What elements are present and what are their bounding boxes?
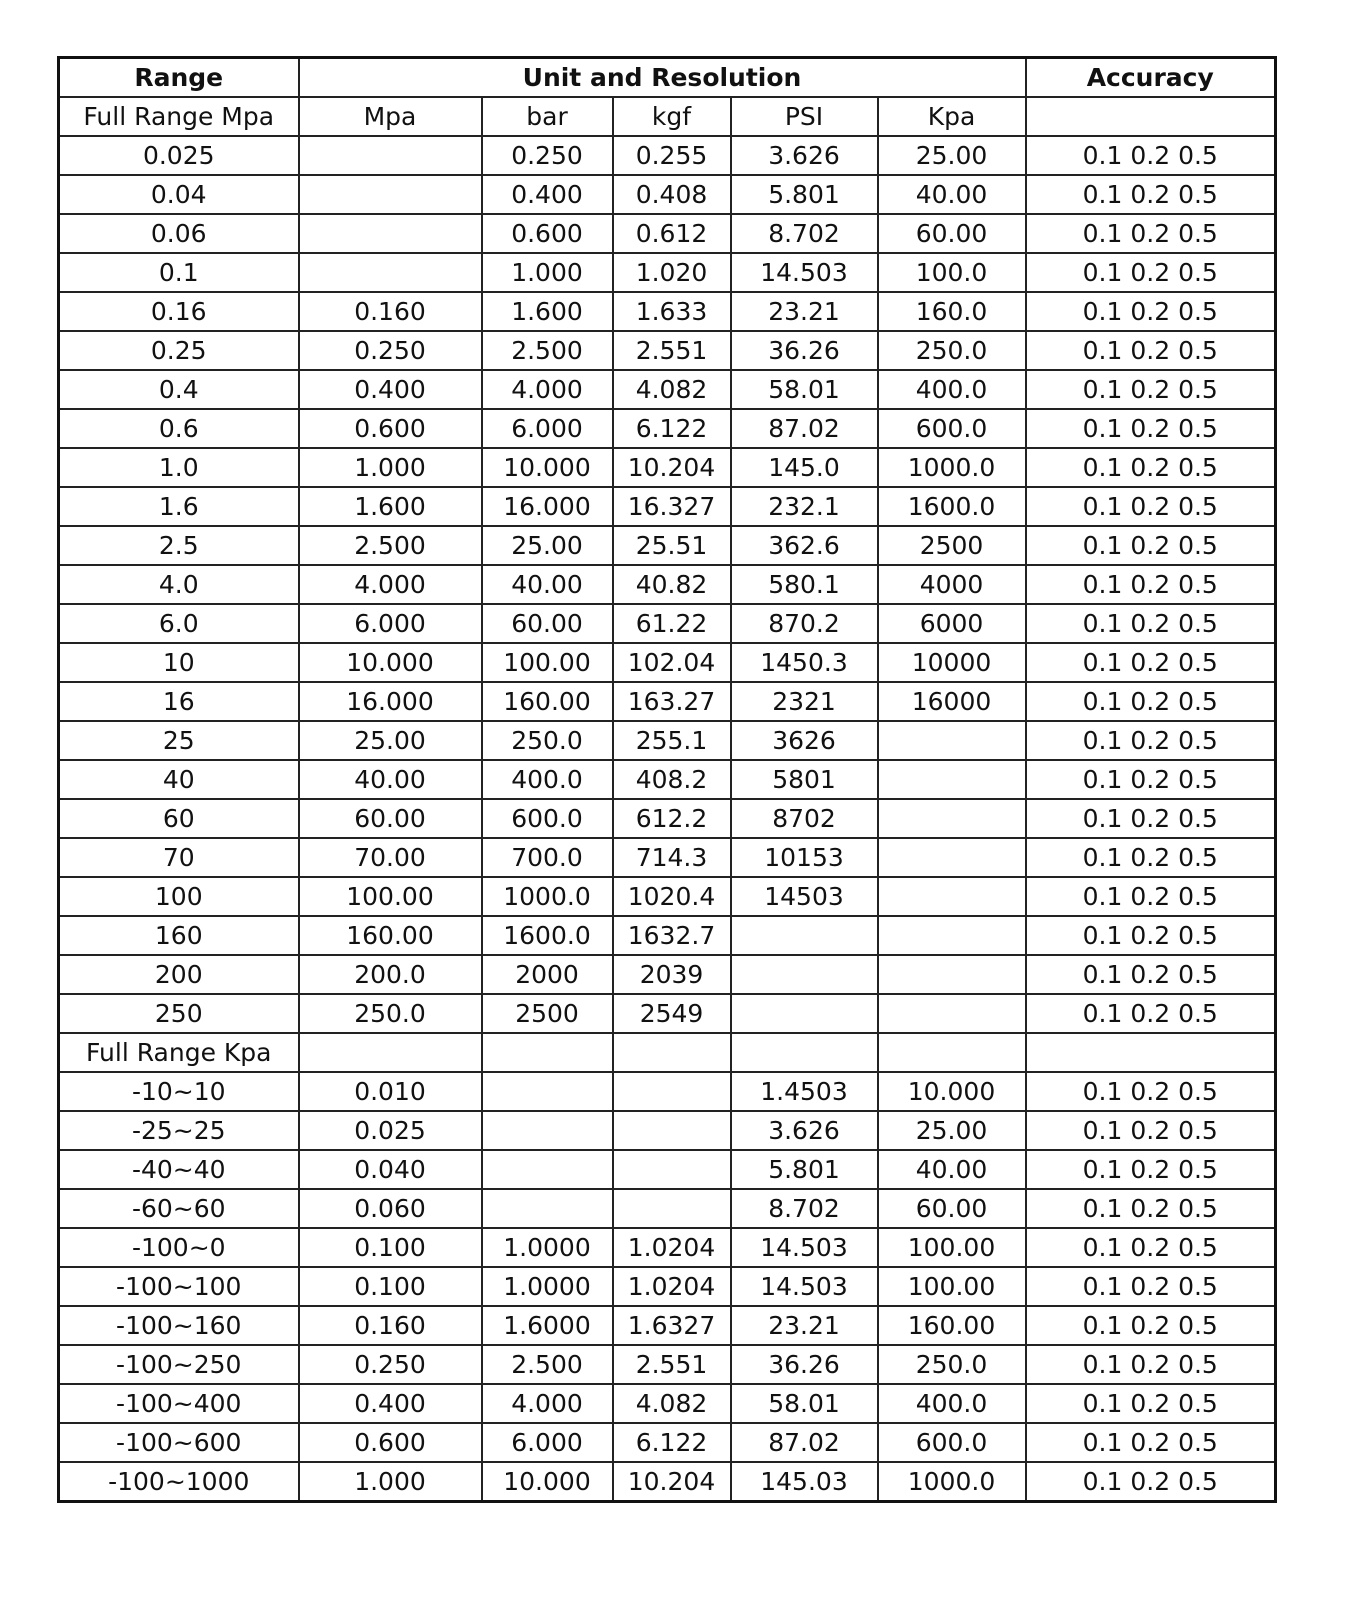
mpa-cell: 200.0 [299, 955, 482, 994]
kgf-cell: 2039 [613, 955, 731, 994]
accuracy-cell: 0.1 0.2 0.5 [1026, 799, 1276, 838]
bar-cell: 700.0 [482, 838, 613, 877]
range-cell: 0.1 [59, 253, 299, 292]
psi-cell: 362.6 [731, 526, 878, 565]
accuracy-cell: 0.1 0.2 0.5 [1026, 1345, 1276, 1384]
accuracy-cell: 0.1 0.2 0.5 [1026, 526, 1276, 565]
accuracy-cell: 0.1 0.2 0.5 [1026, 643, 1276, 682]
range-cell: 25 [59, 721, 299, 760]
range-cell: 60 [59, 799, 299, 838]
range-cell: -100~0 [59, 1228, 299, 1267]
bar-cell [482, 1150, 613, 1189]
kgf-cell: 714.3 [613, 838, 731, 877]
range-cell: -10~10 [59, 1072, 299, 1111]
table-row [59, 1189, 1276, 1228]
accuracy-cell: 0.1 0.2 0.5 [1026, 448, 1276, 487]
kgf-cell: 10.204 [613, 448, 731, 487]
psi-cell: 2321 [731, 682, 878, 721]
psi-cell: 58.01 [731, 370, 878, 409]
bar-cell: 1.0000 [482, 1267, 613, 1306]
psi-cell: 5801 [731, 760, 878, 799]
bar-cell [482, 1072, 613, 1111]
mpa-cell: 0.250 [299, 331, 482, 370]
accuracy-cell: 0.1 0.2 0.5 [1026, 994, 1276, 1033]
bar-cell: 600.0 [482, 799, 613, 838]
accuracy-cell: 0.1 0.2 0.5 [1026, 1072, 1276, 1111]
bar-cell: 6.000 [482, 1423, 613, 1462]
accuracy-cell: 0.1 0.2 0.5 [1026, 682, 1276, 721]
table-row [59, 643, 1276, 682]
psi-cell: 145.0 [731, 448, 878, 487]
bar-cell: 10.000 [482, 448, 613, 487]
mpa-cell: 0.600 [299, 409, 482, 448]
kgf-cell [613, 1072, 731, 1111]
range-cell: -60~60 [59, 1189, 299, 1228]
range-cell: 0.025 [59, 136, 299, 175]
table-row [59, 214, 1276, 253]
table-row [59, 916, 1276, 955]
accuracy-cell: 0.1 0.2 0.5 [1026, 1423, 1276, 1462]
range-header: Range [59, 58, 299, 98]
psi-cell: 14.503 [731, 253, 878, 292]
bar-cell: 1.000 [482, 253, 613, 292]
kpa-cell [878, 760, 1026, 799]
kgf-cell [613, 1111, 731, 1150]
bar-cell: 0.250 [482, 136, 613, 175]
mpa-cell [299, 253, 482, 292]
range-cell: 0.25 [59, 331, 299, 370]
range-cell: 160 [59, 916, 299, 955]
kpa-cell [878, 916, 1026, 955]
full-range-kpa-label: Full Range Kpa [59, 1033, 299, 1072]
range-cell: -100~160 [59, 1306, 299, 1345]
table-row [59, 1267, 1276, 1306]
kgf-cell: 2.551 [613, 1345, 731, 1384]
kpa-rows [59, 1072, 1276, 1502]
kgf-cell: 0.408 [613, 175, 731, 214]
psi-cell: 23.21 [731, 292, 878, 331]
range-cell: -100~100 [59, 1267, 299, 1306]
table-row [59, 838, 1276, 877]
mpa-cell: 2.500 [299, 526, 482, 565]
kpa-cell: 16000 [878, 682, 1026, 721]
table-cell [299, 1033, 482, 1072]
table-row [59, 1150, 1276, 1189]
mpa-cell: 0.060 [299, 1189, 482, 1228]
kgf-cell: 4.082 [613, 370, 731, 409]
kpa-cell: 40.00 [878, 175, 1026, 214]
kgf-cell: 25.51 [613, 526, 731, 565]
kpa-cell [878, 838, 1026, 877]
table-row [59, 1462, 1276, 1502]
kpa-cell: 100.0 [878, 253, 1026, 292]
range-cell: 16 [59, 682, 299, 721]
kpa-cell: 6000 [878, 604, 1026, 643]
bar-cell: 400.0 [482, 760, 613, 799]
mpa-rows [59, 136, 1276, 1033]
mpa-cell: 60.00 [299, 799, 482, 838]
bar-cell: 2000 [482, 955, 613, 994]
mpa-cell: 4.000 [299, 565, 482, 604]
mpa-cell: 0.160 [299, 292, 482, 331]
table-row [59, 1423, 1276, 1462]
psi-cell: 10153 [731, 838, 878, 877]
unit-resolution-header: Unit and Resolution [299, 58, 1026, 98]
accuracy-cell: 0.1 0.2 0.5 [1026, 877, 1276, 916]
psi-cell: 14.503 [731, 1228, 878, 1267]
kpa-cell [878, 721, 1026, 760]
bar-cell: 4.000 [482, 370, 613, 409]
table-row [59, 136, 1276, 175]
mpa-cell: 0.600 [299, 1423, 482, 1462]
mpa-cell: 0.025 [299, 1111, 482, 1150]
kpa-cell [878, 994, 1026, 1033]
table-cell [1026, 1033, 1276, 1072]
kgf-cell: 40.82 [613, 565, 731, 604]
mpa-cell [299, 175, 482, 214]
bar-cell: 40.00 [482, 565, 613, 604]
bar-cell [482, 1189, 613, 1228]
psi-cell: 232.1 [731, 487, 878, 526]
table-cell [482, 1033, 613, 1072]
kpa-cell: 4000 [878, 565, 1026, 604]
mpa-cell: 160.00 [299, 916, 482, 955]
accuracy-cell: 0.1 0.2 0.5 [1026, 604, 1276, 643]
table-row [59, 331, 1276, 370]
range-cell: 10 [59, 643, 299, 682]
range-cell: 0.4 [59, 370, 299, 409]
kgf-cell: 612.2 [613, 799, 731, 838]
psi-cell: 5.801 [731, 175, 878, 214]
range-cell: 40 [59, 760, 299, 799]
kgf-cell: 408.2 [613, 760, 731, 799]
mpa-cell: 25.00 [299, 721, 482, 760]
accuracy-cell: 0.1 0.2 0.5 [1026, 721, 1276, 760]
mpa-cell: 1.000 [299, 1462, 482, 1502]
table-row [59, 1384, 1276, 1423]
kgf-cell: 2549 [613, 994, 731, 1033]
psi-cell: 870.2 [731, 604, 878, 643]
kpa-cell: 250.0 [878, 1345, 1026, 1384]
mpa-cell: 70.00 [299, 838, 482, 877]
subheader-row [59, 97, 1276, 136]
bar-cell: 160.00 [482, 682, 613, 721]
accuracy-cell: 0.1 0.2 0.5 [1026, 1306, 1276, 1345]
range-cell: -100~600 [59, 1423, 299, 1462]
psi-cell [731, 994, 878, 1033]
psi-cell: 87.02 [731, 409, 878, 448]
bar-cell: 16.000 [482, 487, 613, 526]
range-cell: 2.5 [59, 526, 299, 565]
mpa-cell: 0.160 [299, 1306, 482, 1345]
kpa-cell: 400.0 [878, 370, 1026, 409]
accuracy-cell: 0.1 0.2 0.5 [1026, 1228, 1276, 1267]
bar-cell: 0.400 [482, 175, 613, 214]
table-row [59, 760, 1276, 799]
kgf-cell: 4.082 [613, 1384, 731, 1423]
table-cell [731, 1033, 878, 1072]
psi-cell: 87.02 [731, 1423, 878, 1462]
kgf-column-header: kgf [613, 97, 731, 136]
mpa-cell: 40.00 [299, 760, 482, 799]
mpa-cell: 1.600 [299, 487, 482, 526]
table-row [59, 1345, 1276, 1384]
range-cell: 1.6 [59, 487, 299, 526]
range-cell: 0.06 [59, 214, 299, 253]
bar-cell: 100.00 [482, 643, 613, 682]
accuracy-cell: 0.1 0.2 0.5 [1026, 136, 1276, 175]
psi-cell: 145.03 [731, 1462, 878, 1502]
psi-cell: 5.801 [731, 1150, 878, 1189]
bar-cell: 2.500 [482, 1345, 613, 1384]
accuracy-cell: 0.1 0.2 0.5 [1026, 916, 1276, 955]
accuracy-cell: 0.1 0.2 0.5 [1026, 175, 1276, 214]
range-cell: 70 [59, 838, 299, 877]
accuracy-cell: 0.1 0.2 0.5 [1026, 214, 1276, 253]
kpa-cell: 600.0 [878, 1423, 1026, 1462]
kpa-cell: 250.0 [878, 331, 1026, 370]
mpa-cell: 100.00 [299, 877, 482, 916]
psi-cell: 36.26 [731, 331, 878, 370]
bar-cell: 1000.0 [482, 877, 613, 916]
accuracy-cell: 0.1 0.2 0.5 [1026, 1267, 1276, 1306]
range-cell: 0.04 [59, 175, 299, 214]
table-row [59, 721, 1276, 760]
psi-cell [731, 955, 878, 994]
accuracy-cell: 0.1 0.2 0.5 [1026, 487, 1276, 526]
table-row [59, 175, 1276, 214]
kpa-cell: 1600.0 [878, 487, 1026, 526]
accuracy-cell: 0.1 0.2 0.5 [1026, 1462, 1276, 1502]
mpa-cell: 6.000 [299, 604, 482, 643]
kpa-section [59, 1033, 1276, 1072]
kgf-cell: 2.551 [613, 331, 731, 370]
range-cell: -40~40 [59, 1150, 299, 1189]
bar-cell: 25.00 [482, 526, 613, 565]
table-row [59, 1111, 1276, 1150]
table-cell [878, 1033, 1026, 1072]
range-cell: -100~250 [59, 1345, 299, 1384]
kpa-cell: 100.00 [878, 1228, 1026, 1267]
psi-cell: 36.26 [731, 1345, 878, 1384]
table-cell [613, 1033, 731, 1072]
mpa-cell [299, 136, 482, 175]
kgf-cell: 102.04 [613, 643, 731, 682]
mpa-cell: 10.000 [299, 643, 482, 682]
psi-column-header: PSI [731, 97, 878, 136]
table-row [59, 409, 1276, 448]
bar-cell: 2500 [482, 994, 613, 1033]
psi-cell: 3626 [731, 721, 878, 760]
accuracy-cell: 0.1 0.2 0.5 [1026, 565, 1276, 604]
psi-cell: 8702 [731, 799, 878, 838]
range-cell: 100 [59, 877, 299, 916]
kpa-cell: 400.0 [878, 1384, 1026, 1423]
kgf-cell: 1020.4 [613, 877, 731, 916]
kgf-cell: 1632.7 [613, 916, 731, 955]
kpa-section-row [59, 1033, 1276, 1072]
mpa-cell: 0.040 [299, 1150, 482, 1189]
full-range-mpa-label: Full Range Mpa [59, 97, 299, 136]
bar-cell: 2.500 [482, 331, 613, 370]
mpa-cell [299, 214, 482, 253]
bar-cell: 0.600 [482, 214, 613, 253]
kgf-cell: 0.612 [613, 214, 731, 253]
kpa-column-header: Kpa [878, 97, 1026, 136]
table-row [59, 955, 1276, 994]
mpa-cell: 0.400 [299, 1384, 482, 1423]
kpa-cell: 1000.0 [878, 448, 1026, 487]
range-cell: -100~400 [59, 1384, 299, 1423]
kgf-cell: 1.6327 [613, 1306, 731, 1345]
range-cell: 250 [59, 994, 299, 1033]
bar-cell: 1.600 [482, 292, 613, 331]
psi-cell: 23.21 [731, 1306, 878, 1345]
table-row [59, 877, 1276, 916]
bar-cell: 1.6000 [482, 1306, 613, 1345]
accuracy-cell: 0.1 0.2 0.5 [1026, 760, 1276, 799]
mpa-cell: 0.250 [299, 1345, 482, 1384]
kpa-cell: 160.0 [878, 292, 1026, 331]
accuracy-cell: 0.1 0.2 0.5 [1026, 1111, 1276, 1150]
mpa-column-header: Mpa [299, 97, 482, 136]
psi-cell: 1.4503 [731, 1072, 878, 1111]
kpa-cell: 40.00 [878, 1150, 1026, 1189]
psi-cell: 58.01 [731, 1384, 878, 1423]
psi-cell: 3.626 [731, 136, 878, 175]
table-row [59, 565, 1276, 604]
range-cell: -25~25 [59, 1111, 299, 1150]
kgf-cell: 16.327 [613, 487, 731, 526]
psi-cell: 1450.3 [731, 643, 878, 682]
kgf-cell: 6.122 [613, 409, 731, 448]
accuracy-cell: 0.1 0.2 0.5 [1026, 955, 1276, 994]
mpa-cell: 250.0 [299, 994, 482, 1033]
accuracy-cell: 0.1 0.2 0.5 [1026, 1384, 1276, 1423]
mpa-cell: 0.010 [299, 1072, 482, 1111]
kgf-cell [613, 1189, 731, 1228]
range-cell: 200 [59, 955, 299, 994]
range-cell: 6.0 [59, 604, 299, 643]
mpa-cell: 1.000 [299, 448, 482, 487]
accuracy-cell: 0.1 0.2 0.5 [1026, 409, 1276, 448]
kpa-cell: 160.00 [878, 1306, 1026, 1345]
kgf-cell: 6.122 [613, 1423, 731, 1462]
bar-column-header: bar [482, 97, 613, 136]
kpa-cell: 1000.0 [878, 1462, 1026, 1502]
kpa-cell [878, 799, 1026, 838]
kgf-cell: 1.0204 [613, 1267, 731, 1306]
kpa-cell: 60.00 [878, 214, 1026, 253]
table-row [59, 526, 1276, 565]
kpa-cell: 10.000 [878, 1072, 1026, 1111]
table-row [59, 1306, 1276, 1345]
kgf-cell [613, 1150, 731, 1189]
kgf-cell: 163.27 [613, 682, 731, 721]
kgf-cell: 10.204 [613, 1462, 731, 1502]
kpa-cell: 100.00 [878, 1267, 1026, 1306]
bar-cell: 4.000 [482, 1384, 613, 1423]
bar-cell: 60.00 [482, 604, 613, 643]
kgf-cell: 0.255 [613, 136, 731, 175]
bar-cell [482, 1111, 613, 1150]
table-row [59, 448, 1276, 487]
kgf-cell: 61.22 [613, 604, 731, 643]
accuracy-subheader [1026, 97, 1276, 136]
pressure-range-table [57, 56, 1277, 1503]
table-row [59, 487, 1276, 526]
accuracy-cell: 0.1 0.2 0.5 [1026, 331, 1276, 370]
kpa-cell: 600.0 [878, 409, 1026, 448]
kpa-cell: 25.00 [878, 136, 1026, 175]
table-row [59, 1228, 1276, 1267]
accuracy-cell: 0.1 0.2 0.5 [1026, 370, 1276, 409]
accuracy-cell: 0.1 0.2 0.5 [1026, 292, 1276, 331]
psi-cell: 14503 [731, 877, 878, 916]
kgf-cell: 1.633 [613, 292, 731, 331]
kgf-cell: 1.020 [613, 253, 731, 292]
bar-cell: 6.000 [482, 409, 613, 448]
kpa-cell: 2500 [878, 526, 1026, 565]
range-cell: 0.16 [59, 292, 299, 331]
mpa-cell: 0.100 [299, 1267, 482, 1306]
bar-cell: 1.0000 [482, 1228, 613, 1267]
accuracy-header: Accuracy [1026, 58, 1276, 98]
psi-cell: 14.503 [731, 1267, 878, 1306]
range-cell: 4.0 [59, 565, 299, 604]
kpa-cell: 25.00 [878, 1111, 1026, 1150]
kpa-cell [878, 955, 1026, 994]
table-row [59, 682, 1276, 721]
range-cell: -100~1000 [59, 1462, 299, 1502]
kgf-cell: 255.1 [613, 721, 731, 760]
psi-cell: 3.626 [731, 1111, 878, 1150]
accuracy-cell: 0.1 0.2 0.5 [1026, 1189, 1276, 1228]
kpa-cell: 10000 [878, 643, 1026, 682]
kgf-cell: 1.0204 [613, 1228, 731, 1267]
table-row [59, 370, 1276, 409]
psi-cell: 8.702 [731, 214, 878, 253]
table-row [59, 799, 1276, 838]
mpa-cell: 0.400 [299, 370, 482, 409]
table-row [59, 604, 1276, 643]
range-cell: 0.6 [59, 409, 299, 448]
table-row [59, 253, 1276, 292]
table-row [59, 994, 1276, 1033]
accuracy-cell: 0.1 0.2 0.5 [1026, 838, 1276, 877]
bar-cell: 10.000 [482, 1462, 613, 1502]
spec-sheet [57, 56, 1277, 1503]
kpa-cell: 60.00 [878, 1189, 1026, 1228]
psi-cell: 8.702 [731, 1189, 878, 1228]
accuracy-cell: 0.1 0.2 0.5 [1026, 1150, 1276, 1189]
table-row [59, 292, 1276, 331]
bar-cell: 250.0 [482, 721, 613, 760]
kpa-cell [878, 877, 1026, 916]
table-row [59, 1072, 1276, 1111]
accuracy-cell: 0.1 0.2 0.5 [1026, 253, 1276, 292]
range-cell: 1.0 [59, 448, 299, 487]
psi-cell: 580.1 [731, 565, 878, 604]
psi-cell [731, 916, 878, 955]
header-row [59, 58, 1276, 98]
bar-cell: 1600.0 [482, 916, 613, 955]
mpa-cell: 0.100 [299, 1228, 482, 1267]
mpa-cell: 16.000 [299, 682, 482, 721]
